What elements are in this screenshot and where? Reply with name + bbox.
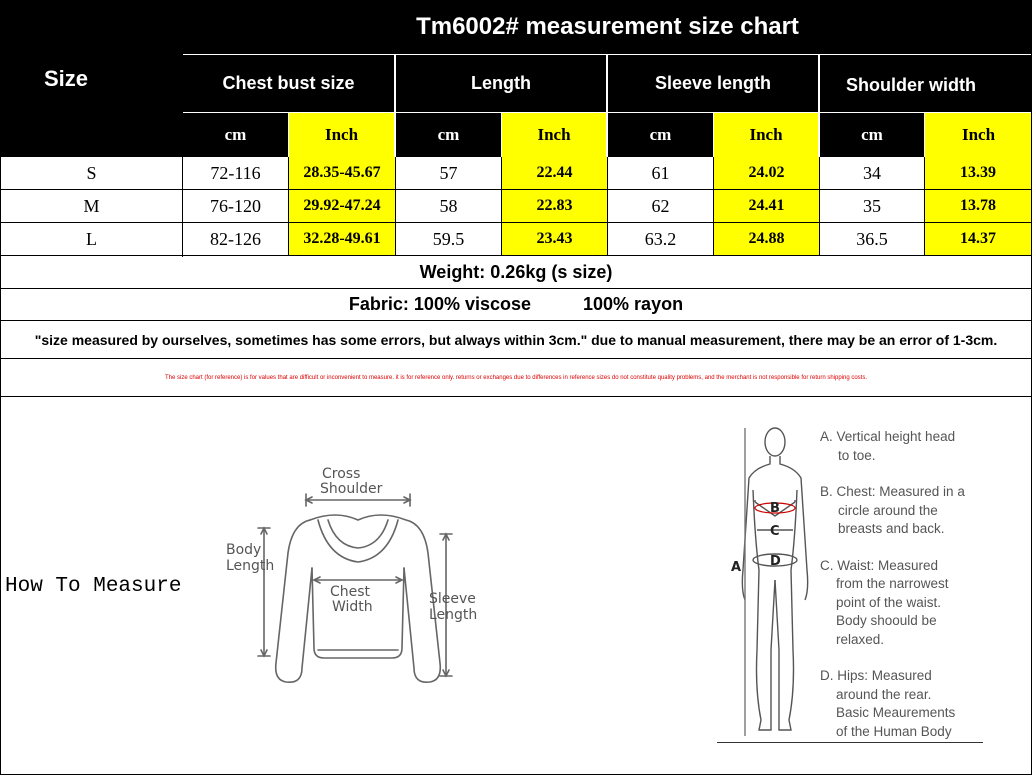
divider — [717, 742, 983, 743]
value-cell-sleeve-cm: 61 — [608, 157, 714, 190]
body-length-label: Length — [226, 558, 275, 574]
legend-line: Basic Meaurements — [836, 705, 956, 720]
table-row — [0, 157, 1032, 190]
body-letter-a: A — [731, 560, 742, 575]
value-cell-length-cm: 59.5 — [396, 223, 502, 256]
legend-line: B. Chest: Measured in a — [820, 484, 965, 499]
unit-inch: Inch — [714, 113, 818, 157]
table-row — [0, 223, 1032, 256]
fabric-alt-text: 100% rayon — [583, 294, 684, 314]
cross-shoulder-label: Shoulder — [320, 481, 383, 497]
size-header: Size — [0, 0, 182, 157]
unit-cm: cm — [183, 113, 288, 157]
value-cell-chest-in: 32.28-49.61 — [289, 223, 396, 256]
value-cell-sleeve-cm: 63.2 — [608, 223, 714, 256]
legend-line: around the rear. — [836, 686, 932, 702]
unit-cm: cm — [608, 113, 713, 157]
weight-text: Weight: 0.26kg (s size) — [0, 257, 1032, 289]
chest-width-label: Chest — [330, 584, 371, 600]
group-shoulder-width: Shoulder width — [820, 55, 1032, 112]
value-cell-chest-cm: 76-120 — [183, 190, 289, 223]
legend-line: of the Human Body — [836, 723, 952, 739]
legend-line: from the narrowest — [836, 576, 949, 591]
size-cell: M — [0, 190, 183, 223]
value-cell-length-in: 22.44 — [502, 157, 608, 190]
sleeve-length-label: Sleeve — [429, 591, 476, 607]
value-cell-length-cm: 58 — [396, 190, 502, 223]
how-to-measure-label: How To Measure — [5, 575, 182, 598]
table-row — [0, 190, 1032, 223]
disclaimer-note: The size chart (for reference) is for values that are difficult or inconvenient to measure. it is for reference only. returns or exchanges due to differences in reference sizes do not constitute quality problems, and the merchant is not responsible for return shipping costs. — [0, 359, 1032, 397]
size-cell: S — [0, 157, 183, 190]
group-chest-bust: Chest bust size — [183, 55, 394, 112]
value-cell-shoulder-cm: 35 — [820, 190, 925, 223]
unit-inch: Inch — [502, 113, 606, 157]
unit-cm: cm — [396, 113, 501, 157]
body-figure-diagram — [725, 420, 815, 750]
fabric-text: Fabric: 100% viscose — [348, 294, 532, 314]
sleeve-length-label: Length — [429, 607, 478, 623]
value-cell-length-in: 22.83 — [502, 190, 608, 223]
body-legend — [820, 428, 1020, 759]
fabric-line — [0, 289, 1032, 321]
legend-item — [820, 483, 1020, 539]
size-cell: L — [0, 223, 183, 256]
legend-line: circle around the — [838, 502, 938, 518]
unit-inch: Inch — [289, 113, 394, 157]
legend-line: breasts and back. — [838, 521, 945, 536]
legend-item — [820, 667, 1020, 741]
body-length-label: Body — [226, 542, 262, 558]
chart-title: Tm6002# measurement size chart — [183, 0, 1032, 54]
value-cell-shoulder-cm: 34 — [820, 157, 925, 190]
unit-cm: cm — [820, 113, 924, 157]
legend-line: D. Hips: Measured — [820, 668, 932, 683]
value-cell-shoulder-cm: 36.5 — [820, 223, 925, 256]
value-cell-chest-in: 28.35-45.67 — [289, 157, 396, 190]
legend-line: Body shoould be — [836, 613, 937, 628]
legend-line: A. Vertical height head — [820, 429, 956, 444]
measurement-note: "size measured by ourselves, sometimes has some errors, but always within 3cm." due to manual measurement, there may be an error of 1-3cm. — [0, 321, 1032, 359]
divider — [182, 0, 183, 257]
value-cell-chest-cm: 82-126 — [183, 223, 289, 256]
value-cell-sleeve-in: 24.88 — [714, 223, 820, 256]
value-cell-chest-cm: 72-116 — [183, 157, 289, 190]
value-cell-length-in: 23.43 — [502, 223, 608, 256]
legend-item — [820, 557, 1020, 650]
legend-line: C. Waist: Measured — [820, 557, 939, 573]
value-cell-shoulder-in: 13.78 — [925, 190, 1032, 223]
unit-inch: Inch — [925, 113, 1032, 157]
legend-line: point of the waist. — [836, 594, 942, 610]
cross-shoulder-label: Cross — [322, 466, 361, 482]
group-length: Length — [396, 55, 606, 112]
body-letter-c: C — [770, 524, 780, 539]
group-sleeve-length: Sleeve length — [608, 55, 818, 112]
value-cell-sleeve-in: 24.02 — [714, 157, 820, 190]
value-cell-length-cm: 57 — [396, 157, 502, 190]
value-cell-shoulder-in: 13.39 — [925, 157, 1032, 190]
value-cell-sleeve-in: 24.41 — [714, 190, 820, 223]
value-cell-shoulder-in: 14.37 — [925, 223, 1032, 256]
sweater-diagram — [218, 458, 488, 698]
body-letter-b: B — [770, 501, 780, 516]
body-letter-d: D — [770, 554, 781, 569]
legend-line: relaxed. — [836, 631, 885, 647]
legend-item — [820, 428, 1020, 465]
legend-line: to toe. — [838, 447, 876, 463]
chest-width-label: Width — [332, 599, 373, 615]
value-cell-sleeve-cm: 62 — [608, 190, 714, 223]
value-cell-chest-in: 29.92-47.24 — [289, 190, 396, 223]
